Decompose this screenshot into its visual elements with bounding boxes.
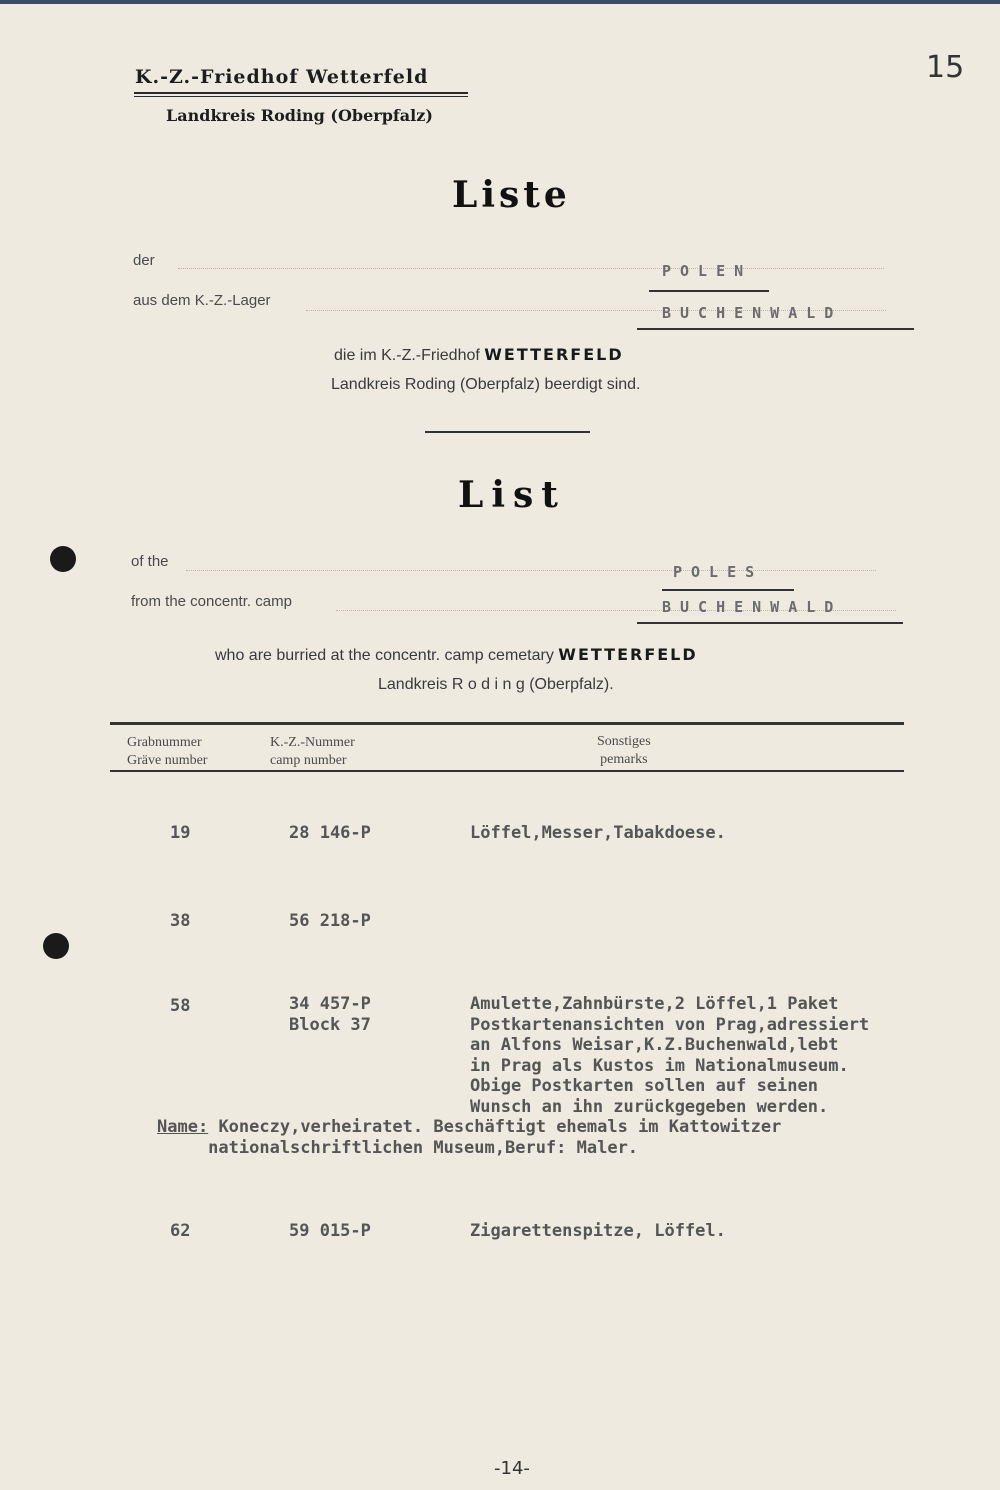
row-58-grave: 58 — [170, 996, 191, 1016]
header-underline-thin — [134, 96, 468, 97]
row-19-remarks: Löffel,Messer,Tabakdoese. — [470, 823, 726, 843]
row-58-camp-number: 34 457-P Block 37 — [289, 994, 371, 1035]
row-58-name-note — [157, 1117, 781, 1158]
row-38-camp-number: 56 218-P — [289, 911, 371, 931]
sentence-german-pre: die im K.-Z.-Friedhof — [334, 347, 480, 364]
sentence-english-pre: who are burried at the concentr. camp cemetary — [215, 647, 554, 664]
footer-page-mark: -14- — [494, 1458, 530, 1479]
fill-line-of-the — [186, 570, 876, 571]
row-62-camp-number: 59 015-P — [289, 1221, 371, 1241]
row-19-grave: 19 — [170, 823, 191, 843]
row-58-remarks: Amulette,Zahnbürste,2 Löffel,1 Paket Postkartenansichten von Prag,adressiert an Alfons Weisar,K.Z.Buchenwald,lebt in Prag als Kustos im Nationalmuseum. Obige Postkarten sollen auf seinen Wunsch an ihn zurückgegeben werden. — [470, 994, 870, 1117]
row-19-camp-number: 28 146-P — [289, 823, 371, 843]
punch-hole-bottom — [43, 933, 69, 959]
sentence-english-line2: Landkreis R o d i n g (Oberpfalz). — [378, 676, 614, 693]
camp-underline-english — [637, 622, 903, 624]
sentence-english-place: WETTERFELD — [558, 645, 698, 664]
fill-line-der — [178, 268, 884, 269]
sentence-german-line2: Landkreis Roding (Oberpfalz) beerdigt sind. — [331, 376, 641, 393]
nationality-german: POLEN — [662, 262, 753, 280]
camp-underline-german — [637, 328, 914, 330]
nationality-underline-english — [662, 589, 794, 591]
row-58-name-text: Koneczy,verheiratet. Beschäftigt ehemals im Kattowitzer nationalschriftlichen Museum,Beruf: Maler. — [208, 1117, 782, 1158]
row-62-grave: 62 — [170, 1221, 191, 1241]
row-62-remarks: Zigarettenspitze, Löffel. — [470, 1221, 726, 1241]
column-header-camp-de: K.-Z.-Nummer — [270, 735, 355, 750]
table-top-rule — [110, 722, 904, 725]
column-header-remarks-de: Sonstiges — [597, 734, 651, 749]
column-header-grave — [127, 734, 207, 770]
sentence-german-line1 — [334, 345, 624, 365]
title-english: List — [458, 474, 566, 516]
cemetery-name: K.-Z.-Friedhof Wetterfeld — [135, 66, 429, 88]
label-of-the: of the — [131, 553, 169, 570]
title-german: Liste — [452, 174, 571, 216]
row-58-name-label: Name: — [157, 1117, 209, 1137]
label-from-camp-english: from the concentr. camp — [131, 593, 292, 610]
column-header-remarks-en: pemarks — [600, 752, 648, 767]
label-from-camp-german: aus dem K.-Z.-Lager — [133, 292, 271, 309]
column-header-remarks — [597, 733, 651, 769]
nationality-english: POLES — [673, 563, 764, 581]
section-divider — [425, 431, 590, 433]
page-number: 15 — [926, 50, 965, 85]
column-header-grave-de: Grabnummer — [127, 735, 202, 750]
sentence-english-line1 — [215, 645, 698, 665]
district-name: Landkreis Roding (Oberpfalz) — [166, 106, 433, 125]
column-header-camp-en: camp number — [270, 753, 347, 768]
sentence-german-place: WETTERFELD — [484, 345, 624, 364]
punch-hole-top — [50, 546, 76, 572]
label-der: der — [133, 252, 155, 269]
column-header-camp — [270, 734, 355, 770]
column-header-grave-en: Gräve number — [127, 753, 208, 768]
camp-german: BUCHENWALD — [662, 304, 843, 322]
scan-edge-strip — [0, 0, 1000, 4]
row-38-grave: 38 — [170, 911, 191, 931]
nationality-underline — [649, 290, 769, 292]
camp-english: BUCHENWALD — [662, 598, 843, 616]
header-underline — [134, 92, 468, 94]
table-header-rule — [110, 770, 904, 772]
